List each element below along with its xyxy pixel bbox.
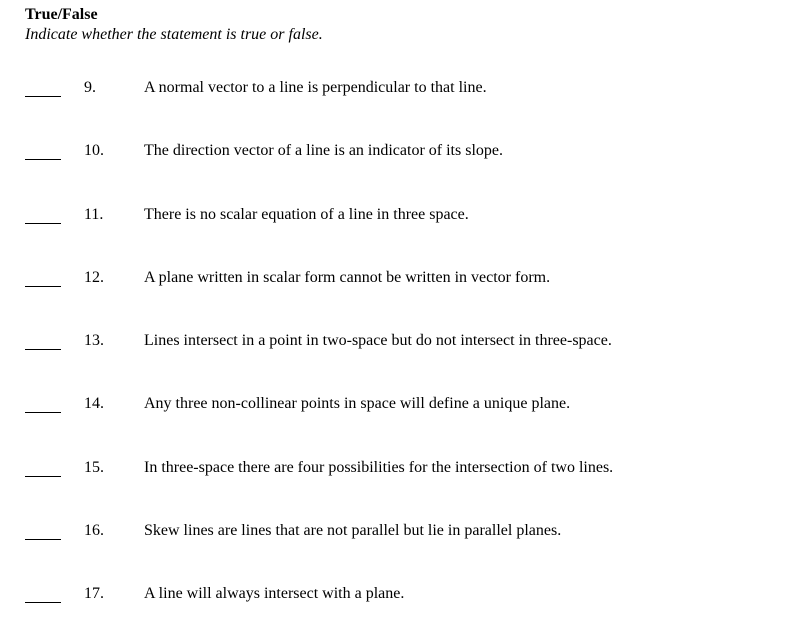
question-number: 17. bbox=[84, 585, 104, 602]
answer-blank[interactable] bbox=[25, 348, 61, 350]
question-row bbox=[0, 268, 786, 292]
question-row bbox=[0, 458, 786, 482]
question-row bbox=[0, 331, 786, 355]
question-text: Skew lines are lines that are not parallel but lie in parallel planes. bbox=[144, 522, 562, 539]
question-row bbox=[0, 584, 786, 608]
question-text: There is no scalar equation of a line in three space. bbox=[144, 206, 469, 223]
question-number: 12. bbox=[84, 269, 104, 286]
answer-blank[interactable] bbox=[25, 222, 61, 224]
section-title: True/False bbox=[25, 6, 98, 23]
question-row bbox=[0, 141, 786, 165]
question-text: Any three non-collinear points in space will define a unique plane. bbox=[144, 395, 571, 412]
question-text: A plane written in scalar form cannot be written in vector form. bbox=[144, 269, 551, 286]
answer-blank[interactable] bbox=[25, 411, 61, 413]
answer-blank[interactable] bbox=[25, 475, 61, 477]
question-row bbox=[0, 521, 786, 545]
question-text: The direction vector of a line is an indicator of its slope. bbox=[144, 142, 503, 159]
question-text: Lines intersect in a point in two-space but do not intersect in three-space. bbox=[144, 332, 612, 349]
question-number: 11. bbox=[84, 206, 104, 223]
answer-blank[interactable] bbox=[25, 95, 61, 97]
question-row bbox=[0, 394, 786, 418]
question-number: 15. bbox=[84, 459, 104, 476]
question-row bbox=[0, 205, 786, 229]
answer-blank[interactable] bbox=[25, 601, 61, 603]
answer-blank[interactable] bbox=[25, 158, 61, 160]
answer-blank[interactable] bbox=[25, 285, 61, 287]
question-text: In three-space there are four possibilities for the intersection of two lines. bbox=[144, 459, 614, 476]
question-number: 14. bbox=[84, 395, 104, 412]
question-text: A normal vector to a line is perpendicular to that line. bbox=[144, 79, 487, 96]
question-number: 10. bbox=[84, 142, 104, 159]
question-row bbox=[0, 78, 786, 102]
question-number: 16. bbox=[84, 522, 104, 539]
question-number: 13. bbox=[84, 332, 104, 349]
answer-blank[interactable] bbox=[25, 538, 61, 540]
section-instructions: Indicate whether the statement is true or false. bbox=[25, 26, 323, 43]
question-number: 9. bbox=[84, 79, 96, 96]
question-text: A line will always intersect with a plane. bbox=[144, 585, 405, 602]
